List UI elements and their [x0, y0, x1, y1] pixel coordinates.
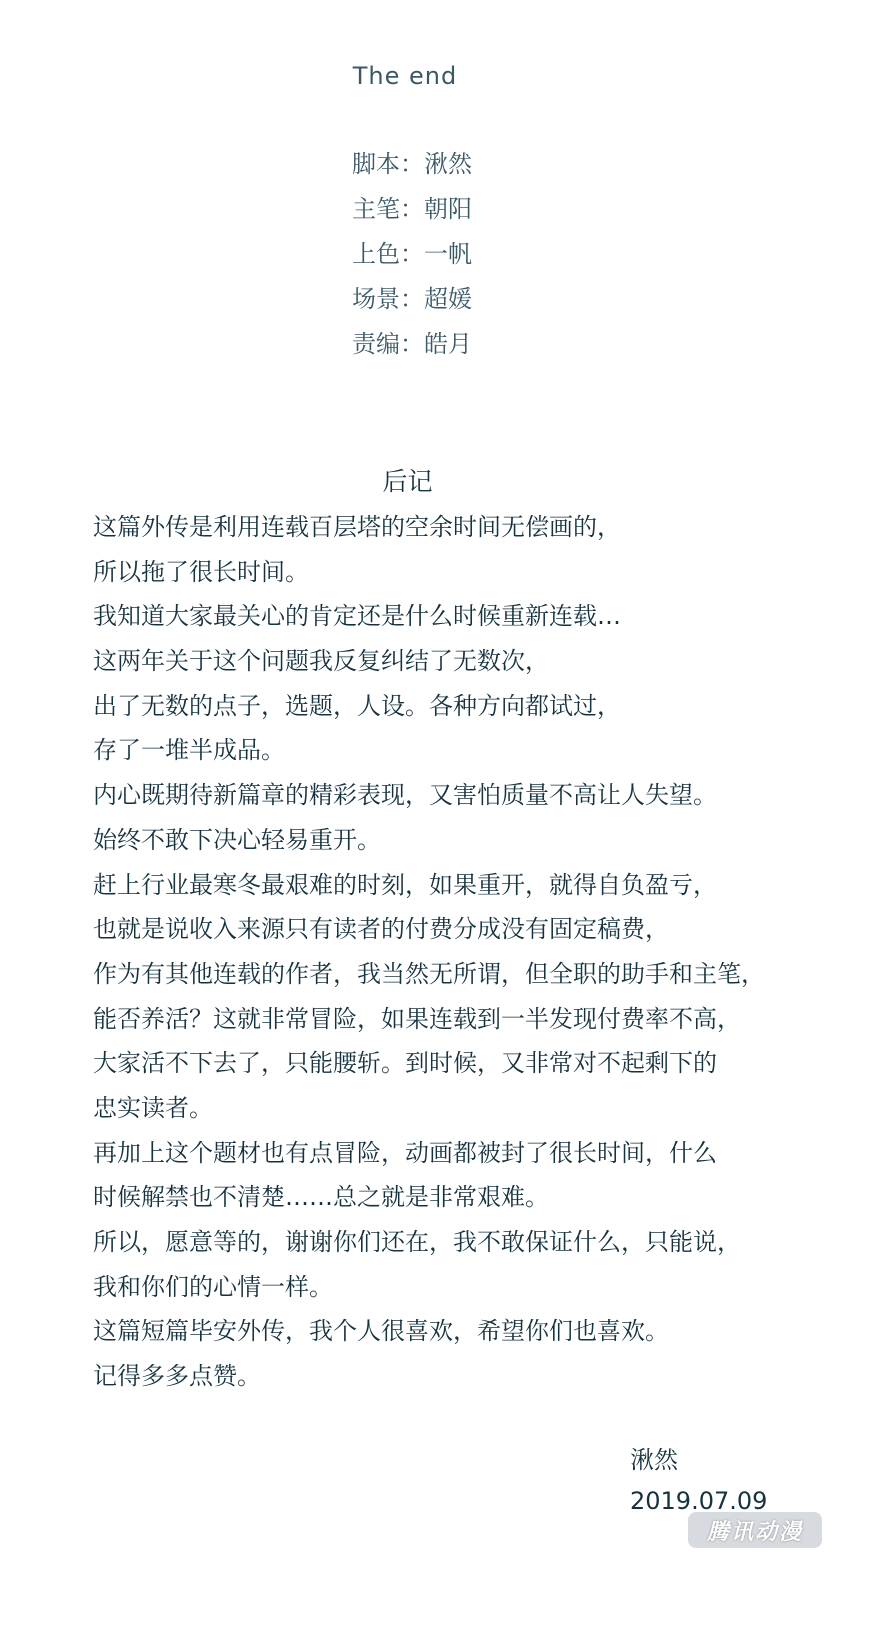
afterword-line: 这篇外传是利用连载百层塔的空余时间无偿画的， — [93, 513, 621, 541]
afterword-line: 存了一堆半成品。 — [93, 736, 285, 765]
afterword-line: 这两年关于这个问题我反复纠结了无数次， — [93, 647, 549, 676]
credit-separator: ： — [400, 285, 424, 313]
credit-row-lead-artist — [352, 193, 472, 238]
afterword-line: 赶上行业最寒冬最艰难的时刻，如果重开，就得自负盈亏， — [93, 870, 717, 899]
credit-separator: ： — [400, 195, 424, 223]
credit-role: 责编 — [352, 330, 400, 358]
credit-name: 湫然 — [424, 150, 472, 178]
credit-separator: ： — [400, 330, 424, 358]
credit-row-script — [352, 148, 472, 193]
afterword-line: 再加上这个题材也有点冒险，动画都被封了很长时间，什么 — [93, 1138, 717, 1167]
afterword-line: 这篇短篇毕安外传，我个人很喜欢，希望你们也喜欢。 — [93, 1317, 669, 1346]
afterword-line: 记得多多点赞。 — [93, 1362, 261, 1391]
afterword-line: 大家活不下去了，只能腰斩。到时候，又非常对不起剩下的 — [93, 1049, 717, 1078]
afterword-title: 后记 — [382, 467, 433, 496]
afterword-line: 我和你们的心情一样。 — [93, 1272, 333, 1301]
credit-name: 一帆 — [424, 240, 472, 268]
credit-role: 主笔 — [352, 195, 400, 223]
credit-role: 场景 — [352, 285, 400, 313]
credit-separator: ： — [400, 150, 424, 178]
watermark-logo: 腾讯动漫 — [688, 1512, 822, 1548]
end-title: The end — [352, 62, 458, 90]
afterword-line: 作为有其他连载的作者，我当然无所谓，但全职的助手和主笔， — [93, 959, 765, 988]
credit-name: 皓月 — [424, 330, 472, 358]
signature-name: 湫然 — [630, 1446, 678, 1474]
afterword-line: 忠实读者。 — [93, 1093, 213, 1122]
afterword-line: 时候解禁也不清楚……总之就是非常艰难。 — [93, 1183, 549, 1212]
credit-role: 脚本 — [352, 150, 400, 178]
afterword-body — [93, 505, 853, 1399]
credit-row-editor — [352, 328, 472, 373]
afterword-line: 所以拖了很长时间。 — [93, 557, 309, 586]
afterword-line: 出了无数的点子，选题，人设。各种方向都试过， — [93, 691, 621, 720]
afterword-line: 我知道大家最关心的肯定还是什么时候重新连载… — [93, 602, 621, 631]
signature-date: 2019.07.09 — [630, 1487, 768, 1515]
credit-role: 上色 — [352, 240, 400, 268]
afterword-line: 能否养活？这就非常冒险，如果连载到一半发现付费率不高， — [93, 1004, 741, 1033]
afterword-line: 始终不敢下决心轻易重开。 — [93, 825, 381, 854]
afterword-line: 也就是说收入来源只有读者的付费分成没有固定稿费， — [93, 915, 669, 944]
credit-row-coloring — [352, 238, 472, 283]
credit-separator: ： — [400, 240, 424, 268]
credit-name: 朝阳 — [424, 195, 472, 223]
credits-list — [352, 148, 472, 373]
credit-name: 超媛 — [424, 285, 472, 313]
credit-row-background — [352, 283, 472, 328]
afterword-line: 内心既期待新篇章的精彩表现，又害怕质量不高让人失望。 — [93, 781, 717, 810]
afterword-line: 所以，愿意等的，谢谢你们还在，我不敢保证什么，只能说， — [93, 1228, 741, 1256]
